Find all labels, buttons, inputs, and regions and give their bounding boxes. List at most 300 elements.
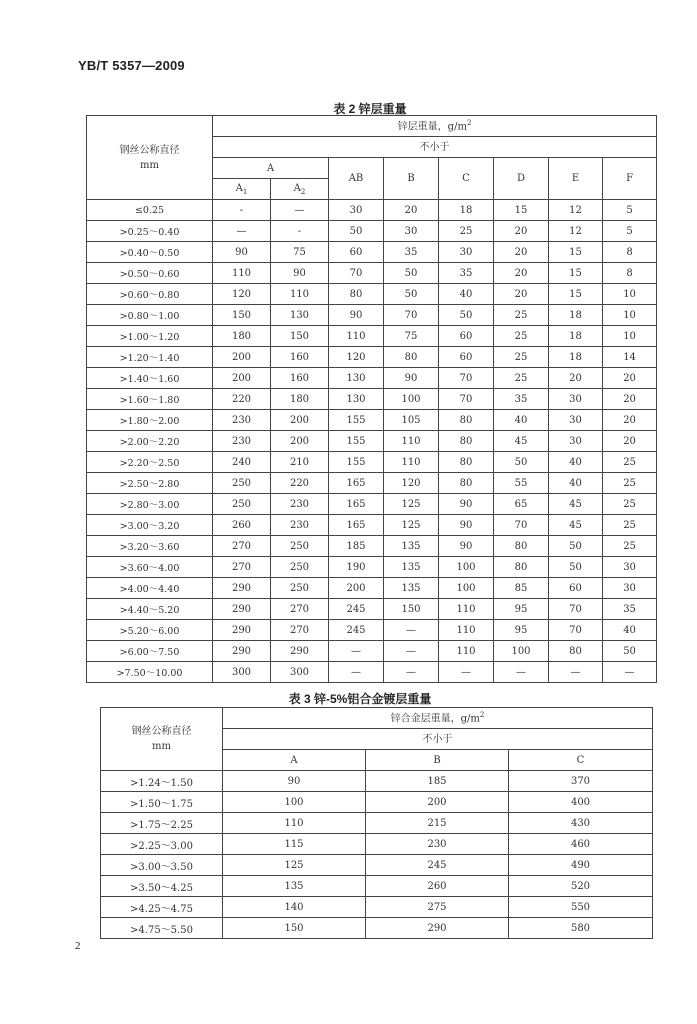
a1-sub: 1 (242, 187, 248, 196)
table2-value-cell: 40 (549, 452, 603, 473)
table2-value-cell: 35 (439, 263, 494, 284)
t3-col-c-header: C (509, 750, 653, 771)
weight-label: 锌层重量，g/m (397, 121, 467, 133)
table2-row (87, 452, 657, 473)
table2-value-cell: 180 (271, 389, 329, 410)
table2-diameter-range-cell: >1.00～1.20 (87, 326, 213, 347)
table2-diameter-range-cell: >3.00～3.20 (87, 515, 213, 536)
table3-row (101, 918, 653, 939)
table2-value-cell: 18 (549, 326, 603, 347)
table2-value-cell: 40 (549, 473, 603, 494)
table3-diameter-range-cell: >2.25～3.00 (101, 834, 223, 855)
table3-row (101, 897, 653, 918)
table2-value-cell: 80 (439, 452, 494, 473)
min-label: 不小于 (213, 137, 657, 158)
table2-value-cell: 90 (439, 494, 494, 515)
a2-label: A (293, 182, 301, 194)
table2-value-cell: 80 (439, 473, 494, 494)
table2-value-cell: 165 (329, 473, 384, 494)
weight-header (213, 116, 657, 137)
table2-value-cell: 25 (603, 473, 657, 494)
table2-value-cell: 110 (329, 326, 384, 347)
table2-diameter-range-cell: >4.40～5.20 (87, 599, 213, 620)
table2-value-cell: 80 (439, 410, 494, 431)
table2-value-cell: 120 (213, 284, 271, 305)
table2-value-cell: 245 (329, 599, 384, 620)
table2-value-cell: 200 (329, 578, 384, 599)
table3-diameter-range-cell: >1.50～1.75 (101, 792, 223, 813)
table2-value-cell: 20 (603, 389, 657, 410)
table2-value-cell: 290 (213, 599, 271, 620)
table3-diameter-range-cell: >3.00～3.50 (101, 855, 223, 876)
table2-value-cell: 70 (549, 599, 603, 620)
table2-value-cell: 25 (603, 536, 657, 557)
table2-value-cell: 300 (271, 662, 329, 683)
table2-value-cell: 45 (549, 494, 603, 515)
table2-row (87, 284, 657, 305)
table2-diameter-range-cell: >3.60～4.00 (87, 557, 213, 578)
table2-value-cell: 10 (603, 326, 657, 347)
table2-value-cell: 30 (549, 431, 603, 452)
table2-value-cell: 80 (439, 431, 494, 452)
table2-value-cell: 55 (494, 473, 549, 494)
table3-row (101, 855, 653, 876)
table2-value-cell: — (329, 662, 384, 683)
table2-value-cell: 150 (384, 599, 439, 620)
table2-value-cell: 5 (603, 221, 657, 242)
table3-diameter-range-cell: >3.50～4.25 (101, 876, 223, 897)
col-d-header: D (494, 158, 549, 200)
table2-value-cell: 110 (213, 263, 271, 284)
table2-value-cell: 270 (213, 536, 271, 557)
table2-row (87, 620, 657, 641)
table2-value-cell: 240 (213, 452, 271, 473)
table2-value-cell: 30 (603, 578, 657, 599)
table2-value-cell: 25 (494, 347, 549, 368)
table2-value-cell: 90 (439, 515, 494, 536)
table2-value-cell: 20 (494, 263, 549, 284)
table2-value-cell: 15 (549, 284, 603, 305)
table2-value-cell: 30 (549, 389, 603, 410)
table3-diameter-range-cell: >4.25～4.75 (101, 897, 223, 918)
table2-value-cell: 40 (439, 284, 494, 305)
table3-value-cell: 275 (366, 897, 509, 918)
table2-value-cell: 80 (549, 641, 603, 662)
table2-value-cell: 50 (603, 641, 657, 662)
t3-col-a-header: A (223, 750, 366, 771)
table2-value-cell: 14 (603, 347, 657, 368)
table2-value-cell: 260 (213, 515, 271, 536)
table2-diameter-range-cell: >6.00～7.50 (87, 641, 213, 662)
table2-value-cell: 25 (603, 494, 657, 515)
table2-value-cell: 20 (494, 284, 549, 305)
table2-row (87, 494, 657, 515)
table2-diameter-range-cell: >0.80～1.00 (87, 305, 213, 326)
table2-value-cell: 12 (549, 200, 603, 221)
zinc-aluminum-coating-weight-table (100, 707, 653, 939)
table2-value-cell: 10 (603, 284, 657, 305)
table3-value-cell: 135 (223, 876, 366, 897)
table2-value-cell: 270 (271, 620, 329, 641)
table2-value-cell: 200 (271, 410, 329, 431)
table2-value-cell: 135 (384, 578, 439, 599)
table2-value-cell: 30 (439, 242, 494, 263)
t3-col-b-header: B (366, 750, 509, 771)
table2-value-cell: 60 (329, 242, 384, 263)
table3-value-cell: 290 (366, 918, 509, 939)
table3-value-cell: 400 (509, 792, 653, 813)
a1-label: A (235, 182, 243, 194)
table3-caption: 表 3 锌-5%铝合金镀层重量 (288, 692, 432, 706)
table2-diameter-range-cell: >1.20～1.40 (87, 347, 213, 368)
table2-value-cell: — (494, 662, 549, 683)
table2-value-cell: 12 (549, 221, 603, 242)
table2-row (87, 200, 657, 221)
table2-value-cell: 50 (494, 452, 549, 473)
table2-row (87, 242, 657, 263)
diameter-header (87, 116, 213, 200)
table2-value-cell: 230 (213, 431, 271, 452)
table2-value-cell: 20 (603, 368, 657, 389)
table2-value-cell: 45 (549, 515, 603, 536)
table2-value-cell: 8 (603, 242, 657, 263)
t3-diameter-header (101, 708, 223, 771)
table2-value-cell: 160 (271, 347, 329, 368)
table2-value-cell: 40 (494, 410, 549, 431)
table2-value-cell: 130 (271, 305, 329, 326)
table2-value-cell: 160 (271, 368, 329, 389)
table3-value-cell: 140 (223, 897, 366, 918)
table2-value-cell: 230 (271, 515, 329, 536)
table2-value-cell: 45 (494, 431, 549, 452)
table2-value-cell: 70 (329, 263, 384, 284)
table2-diameter-range-cell: >7.50～10.00 (87, 662, 213, 683)
table2-value-cell: 165 (329, 494, 384, 515)
table2-value-cell: 60 (549, 578, 603, 599)
table2-row (87, 578, 657, 599)
table3-value-cell: 90 (223, 771, 366, 792)
table3-value-cell: 430 (509, 813, 653, 834)
table2-value-cell: 20 (494, 242, 549, 263)
table2-row (87, 305, 657, 326)
table2-value-cell: — (439, 662, 494, 683)
table2-value-cell: 230 (271, 494, 329, 515)
table2-value-cell: 250 (271, 578, 329, 599)
page-number: 2 (75, 940, 81, 952)
table2-value-cell: 90 (384, 368, 439, 389)
table2-value-cell: 25 (494, 326, 549, 347)
t3-diameter-label: 钢丝公称直径 (131, 726, 192, 737)
table3-value-cell: 490 (509, 855, 653, 876)
table2-value-cell: 150 (213, 305, 271, 326)
table2-value-cell: — (603, 662, 657, 683)
table2-value-cell: 100 (439, 557, 494, 578)
table2-value-cell: 18 (439, 200, 494, 221)
table2-value-cell: — (271, 200, 329, 221)
table2-row (87, 389, 657, 410)
table2-value-cell: 155 (329, 452, 384, 473)
table2-value-cell: 200 (213, 368, 271, 389)
table2-diameter-range-cell: >2.20～2.50 (87, 452, 213, 473)
table2-value-cell: 100 (439, 578, 494, 599)
table2-value-cell: 250 (271, 557, 329, 578)
table2-diameter-range-cell: >5.20～6.00 (87, 620, 213, 641)
table2-value-cell: 60 (439, 347, 494, 368)
table2-diameter-range-cell: >0.40～0.50 (87, 242, 213, 263)
table2-body (87, 200, 657, 683)
standard-code-header: YB/T 5357—2009 (78, 58, 185, 73)
table2-value-cell: 90 (213, 242, 271, 263)
t3-weight-header (223, 708, 653, 729)
table2-row (87, 431, 657, 452)
table3-value-cell: 230 (366, 834, 509, 855)
table2-row (87, 347, 657, 368)
table2-row (87, 368, 657, 389)
table2-value-cell: 125 (384, 515, 439, 536)
table2-value-cell: 25 (439, 221, 494, 242)
table3-value-cell: 550 (509, 897, 653, 918)
table2-diameter-range-cell: >0.50～0.60 (87, 263, 213, 284)
table3-body (101, 771, 653, 939)
table2-value-cell: 95 (494, 620, 549, 641)
table2-row (87, 473, 657, 494)
table2-value-cell: 70 (439, 368, 494, 389)
table2-value-cell: 185 (329, 536, 384, 557)
table2-value-cell: 200 (271, 431, 329, 452)
table2-value-cell: 20 (549, 368, 603, 389)
col-f-header: F (603, 158, 657, 200)
table2-value-cell: 30 (329, 200, 384, 221)
table2-value-cell: 110 (271, 284, 329, 305)
table2-value-cell: 15 (549, 263, 603, 284)
table2-value-cell: 80 (329, 284, 384, 305)
table3-value-cell: 370 (509, 771, 653, 792)
table2-row (87, 221, 657, 242)
col-e-header: E (549, 158, 603, 200)
table3-row (101, 792, 653, 813)
table2-diameter-range-cell: ≤0.25 (87, 200, 213, 221)
table3-value-cell: 115 (223, 834, 366, 855)
table2-value-cell: 130 (329, 389, 384, 410)
table2-value-cell: 15 (549, 242, 603, 263)
table2-value-cell: 250 (213, 494, 271, 515)
diameter-label: 钢丝公称直径 (119, 144, 180, 156)
table3-value-cell: 520 (509, 876, 653, 897)
table3-value-cell: 125 (223, 855, 366, 876)
table3-value-cell: 460 (509, 834, 653, 855)
table2-value-cell: 75 (271, 242, 329, 263)
t3-weight-label: 锌合金层重量，g/m (390, 713, 480, 725)
table2-diameter-range-cell: >1.40～1.60 (87, 368, 213, 389)
table2-row (87, 515, 657, 536)
table2-value-cell: 90 (329, 305, 384, 326)
table2-value-cell: 95 (494, 599, 549, 620)
table2-value-cell: 18 (549, 347, 603, 368)
table3-value-cell: 185 (366, 771, 509, 792)
table2-value-cell: 50 (549, 557, 603, 578)
table2-value-cell: 90 (439, 536, 494, 557)
table2-diameter-range-cell: >2.80～3.00 (87, 494, 213, 515)
table2-row (87, 326, 657, 347)
table2-value-cell: 15 (494, 200, 549, 221)
table2-value-cell: — (329, 641, 384, 662)
table2-value-cell: — (549, 662, 603, 683)
zinc-coating-weight-table (86, 115, 657, 683)
table2-value-cell: 80 (384, 347, 439, 368)
table2-value-cell: 105 (384, 410, 439, 431)
table2-diameter-range-cell: >2.00～2.20 (87, 431, 213, 452)
table2-value-cell: 130 (329, 368, 384, 389)
table2-value-cell: — (213, 221, 271, 242)
table2-value-cell: — (384, 662, 439, 683)
col-a2-header (271, 179, 329, 200)
table2-value-cell: 290 (213, 620, 271, 641)
col-a1-header (213, 179, 271, 200)
table2-value-cell: 50 (384, 263, 439, 284)
table2-value-cell: 50 (439, 305, 494, 326)
table2-row (87, 662, 657, 683)
table3-value-cell: 580 (509, 918, 653, 939)
col-ab-header: AB (329, 158, 384, 200)
table2-diameter-range-cell: >2.50～2.80 (87, 473, 213, 494)
table2-value-cell: 165 (329, 515, 384, 536)
table2-value-cell: 35 (384, 242, 439, 263)
table2-value-cell: 20 (603, 431, 657, 452)
table3-value-cell: 110 (223, 813, 366, 834)
table3-row (101, 771, 653, 792)
table2-value-cell: 120 (329, 347, 384, 368)
table2-value-cell: 90 (271, 263, 329, 284)
table3-value-cell: 200 (366, 792, 509, 813)
table2-value-cell: 210 (271, 452, 329, 473)
table2-value-cell: 70 (439, 389, 494, 410)
table2-value-cell: 50 (329, 221, 384, 242)
table2-row (87, 641, 657, 662)
table2-value-cell: 75 (384, 326, 439, 347)
table2-value-cell: 30 (384, 221, 439, 242)
weight-label-sup: 2 (466, 118, 472, 127)
table2-value-cell: 70 (384, 305, 439, 326)
table2-value-cell: 250 (213, 473, 271, 494)
table3-value-cell: 245 (366, 855, 509, 876)
table2-value-cell: 70 (494, 515, 549, 536)
table2-diameter-range-cell: >1.60～1.80 (87, 389, 213, 410)
table2-row (87, 599, 657, 620)
table2-value-cell: 70 (549, 620, 603, 641)
table2-value-cell: 110 (439, 641, 494, 662)
table2-value-cell: 290 (213, 578, 271, 599)
table2-diameter-range-cell: >4.00～4.40 (87, 578, 213, 599)
table2-value-cell: 290 (271, 641, 329, 662)
table2-value-cell: 250 (271, 536, 329, 557)
table3-value-cell: 100 (223, 792, 366, 813)
table2-diameter-range-cell: >0.25～0.40 (87, 221, 213, 242)
table2-value-cell: 155 (329, 431, 384, 452)
table2-value-cell: 230 (213, 410, 271, 431)
table2-value-cell: 270 (213, 557, 271, 578)
table2-value-cell: 110 (384, 431, 439, 452)
table2-value-cell: 300 (213, 662, 271, 683)
table2-value-cell: 270 (271, 599, 329, 620)
col-c-header: C (439, 158, 494, 200)
table2-value-cell: 20 (384, 200, 439, 221)
table2-value-cell: 25 (494, 305, 549, 326)
table2-caption: 表 2 锌层重量 (333, 102, 407, 116)
table2-row (87, 536, 657, 557)
table2-value-cell: — (384, 641, 439, 662)
table3-diameter-range-cell: >1.75～2.25 (101, 813, 223, 834)
table2-diameter-range-cell: >3.20～3.60 (87, 536, 213, 557)
col-b-header: B (384, 158, 439, 200)
table2-value-cell: 50 (384, 284, 439, 305)
table2-diameter-range-cell: >0.60～0.80 (87, 284, 213, 305)
table2-value-cell: 190 (329, 557, 384, 578)
table2-value-cell: 40 (603, 620, 657, 641)
t3-min-label: 不小于 (223, 729, 653, 750)
table2-value-cell: 100 (384, 389, 439, 410)
table2-value-cell: 135 (384, 536, 439, 557)
table3-value-cell: 215 (366, 813, 509, 834)
t3-diameter-unit: mm (152, 741, 171, 752)
table2-value-cell: 60 (439, 326, 494, 347)
table2-value-cell: 110 (384, 452, 439, 473)
table2-diameter-range-cell: >1.80～2.00 (87, 410, 213, 431)
table2-value-cell: 10 (603, 305, 657, 326)
t3-weight-label-sup: 2 (479, 710, 485, 719)
table2-value-cell: 25 (494, 368, 549, 389)
table2-value-cell: 35 (603, 599, 657, 620)
table2-row (87, 263, 657, 284)
table2-value-cell: 100 (494, 641, 549, 662)
table2-value-cell: 220 (271, 473, 329, 494)
table2-value-cell: - (271, 221, 329, 242)
table2-value-cell: 135 (384, 557, 439, 578)
table2-value-cell: 20 (603, 410, 657, 431)
table2-value-cell: 180 (213, 326, 271, 347)
table3-diameter-range-cell: >1.24～1.50 (101, 771, 223, 792)
table2-value-cell: 50 (549, 536, 603, 557)
table2-value-cell: 125 (384, 494, 439, 515)
table2-value-cell: 65 (494, 494, 549, 515)
group-a-header: A (213, 158, 329, 179)
table2-value-cell: 8 (603, 263, 657, 284)
table2-value-cell: 110 (439, 620, 494, 641)
a2-sub: 2 (300, 187, 306, 196)
table2-row (87, 410, 657, 431)
table3-row (101, 834, 653, 855)
table2-value-cell: 200 (213, 347, 271, 368)
table2-value-cell: 35 (494, 389, 549, 410)
table2-value-cell: 5 (603, 200, 657, 221)
table2-row (87, 557, 657, 578)
table3-value-cell: 150 (223, 918, 366, 939)
table2-value-cell: 25 (603, 452, 657, 473)
table2-value-cell: 80 (494, 557, 549, 578)
table2-value-cell: 18 (549, 305, 603, 326)
table2-value-cell: 220 (213, 389, 271, 410)
table2-value-cell: 245 (329, 620, 384, 641)
table2-value-cell: 20 (494, 221, 549, 242)
table3-value-cell: 260 (366, 876, 509, 897)
table3-row (101, 813, 653, 834)
table2-value-cell: 120 (384, 473, 439, 494)
table2-value-cell: 85 (494, 578, 549, 599)
table2-value-cell: 155 (329, 410, 384, 431)
table2-value-cell: 290 (213, 641, 271, 662)
table3-diameter-range-cell: >4.75～5.50 (101, 918, 223, 939)
table2-value-cell: 30 (603, 557, 657, 578)
table2-value-cell: - (213, 200, 271, 221)
